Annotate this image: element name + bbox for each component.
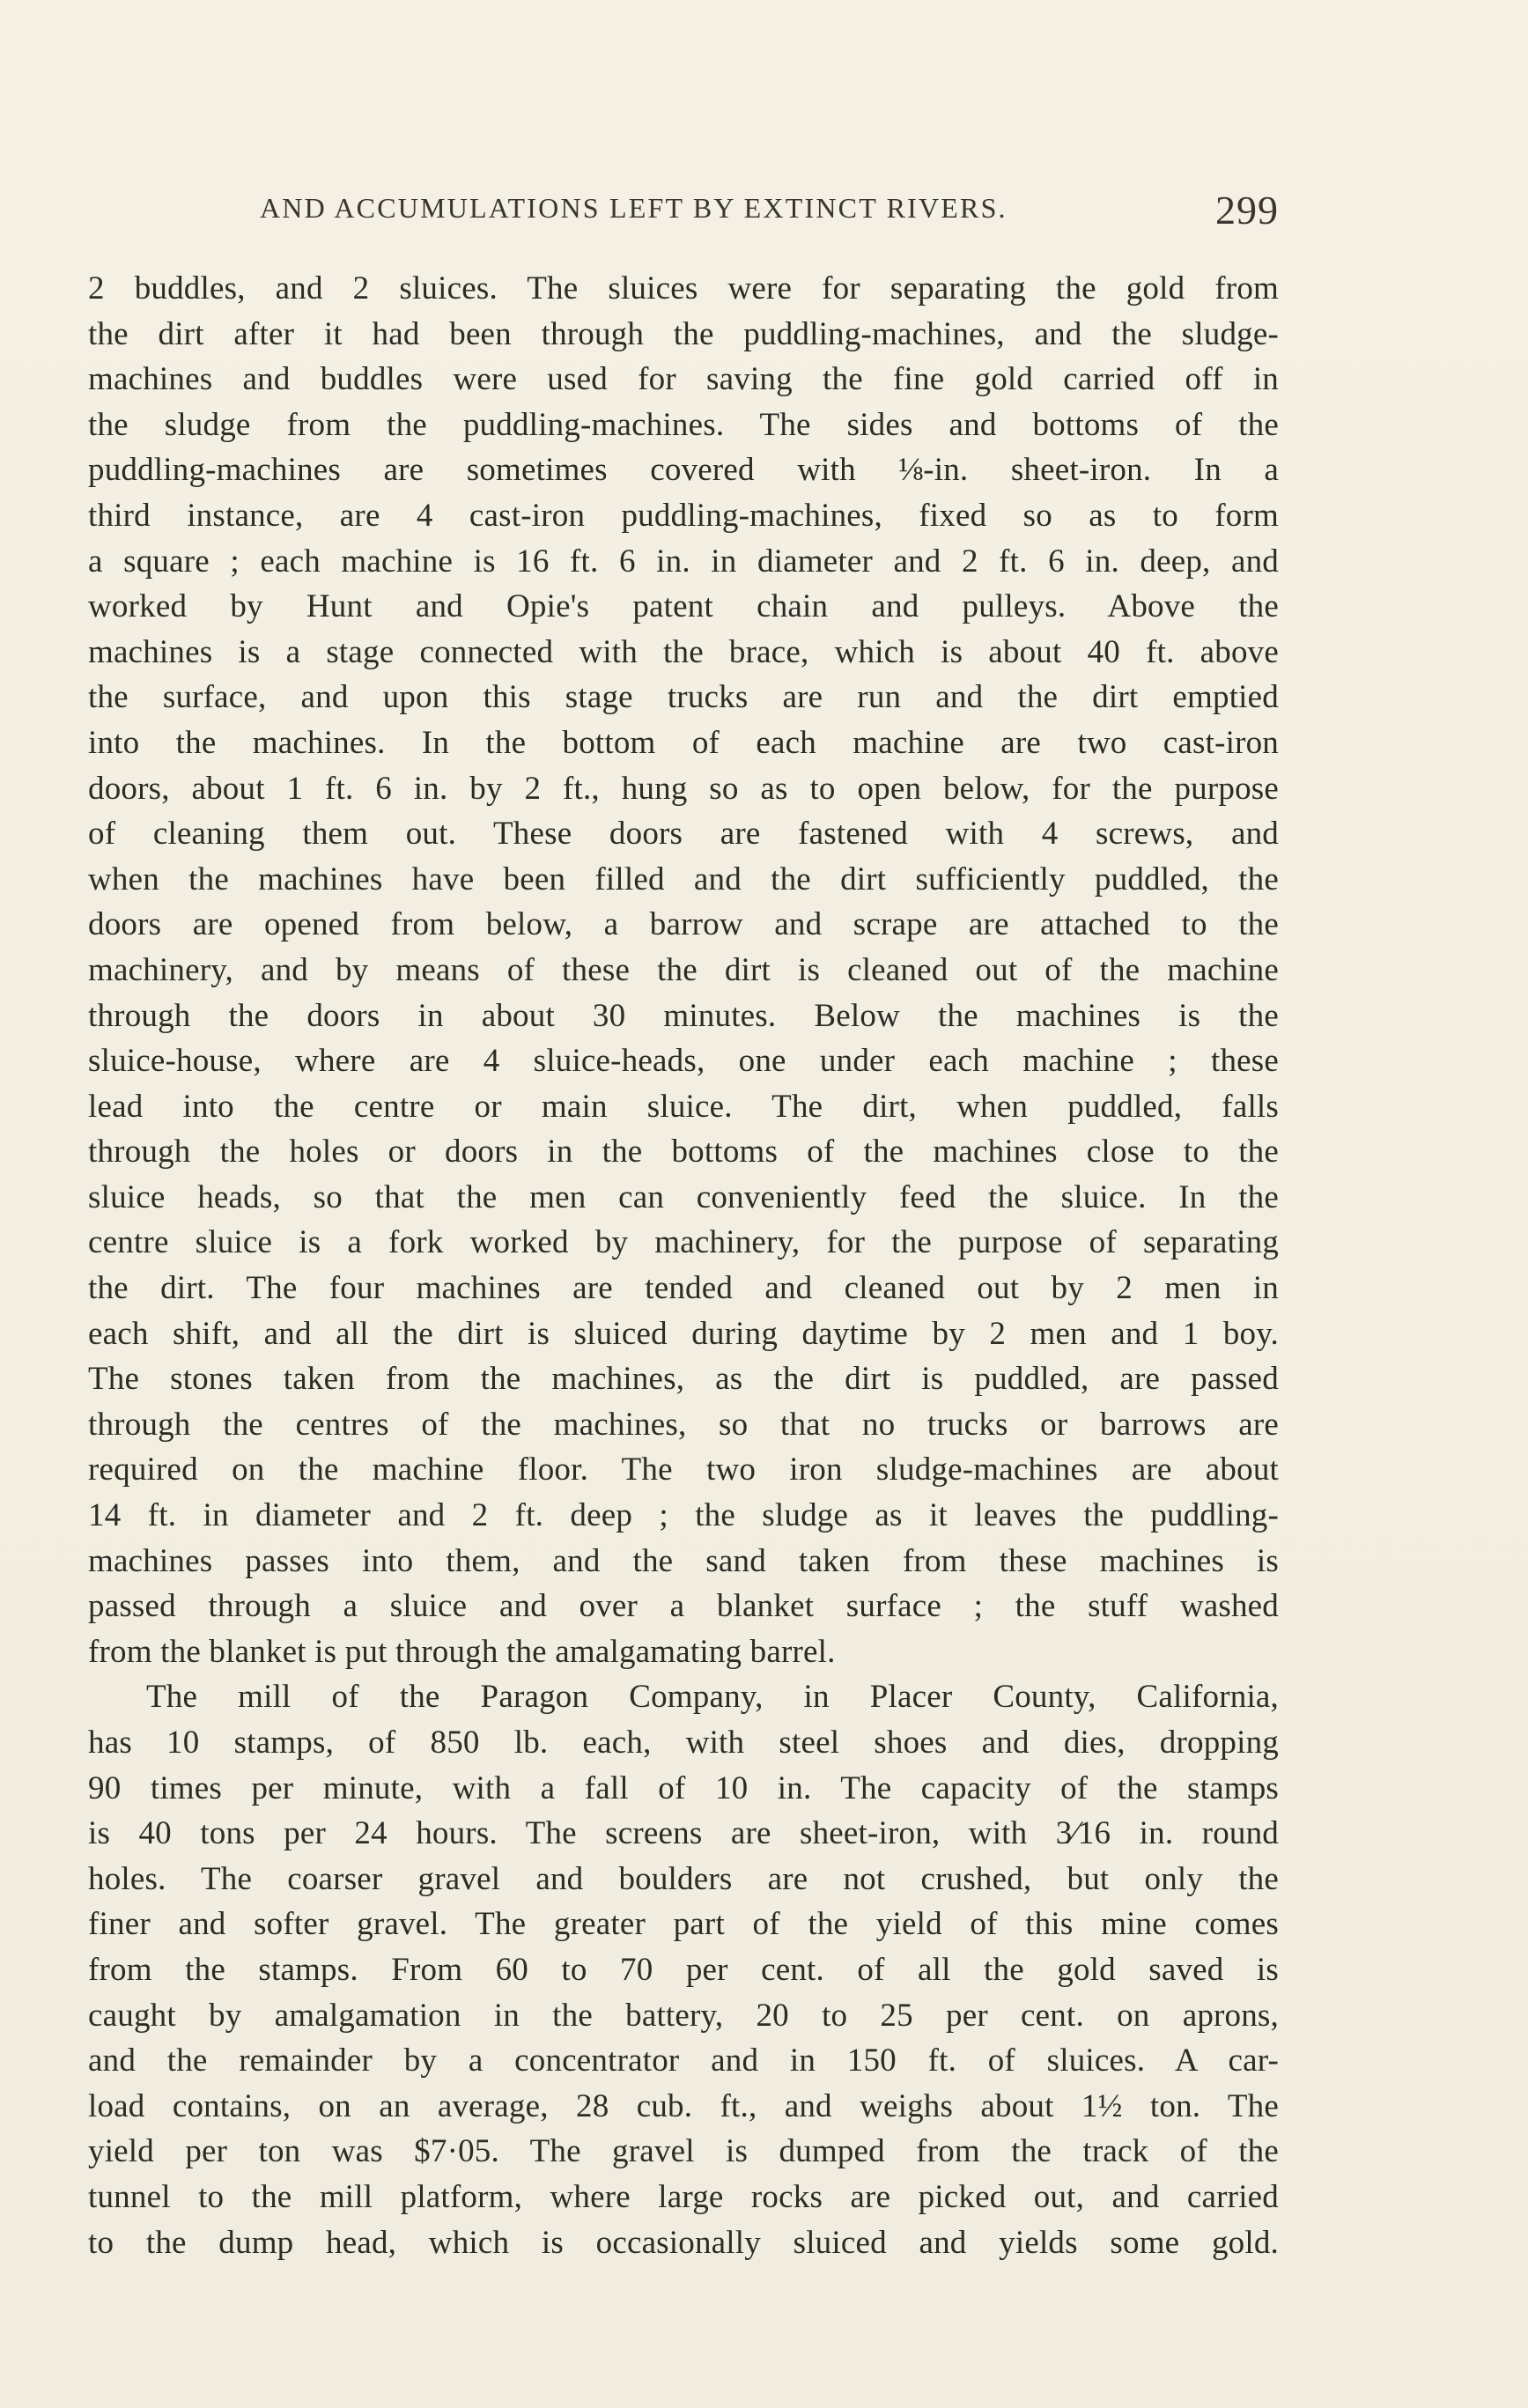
text-line: holes. The coarser gravel and boulders are not crushed, but only the bbox=[88, 1860, 1279, 1897]
text-line: through the holes or doors in the bottoms of the machines close to the bbox=[88, 1134, 1279, 1171]
text-line: yield per ton was $7·05. The gravel is dumped from the track of the bbox=[88, 2133, 1279, 2170]
text-line: when the machines have been filled and the dirt sufficiently puddled, the bbox=[88, 861, 1279, 897]
text-line: through the doors in about 30 minutes. Below the machines is the bbox=[88, 997, 1279, 1034]
text-line: doors, about 1 ft. 6 in. by 2 ft., hung so as to open below, for the purpose bbox=[88, 770, 1279, 807]
text-line: sluice-house, where are 4 sluice-heads, one under each machine ; these bbox=[88, 1043, 1279, 1080]
running-title: AND ACCUMULATIONS LEFT BY EXTINCT RIVERS. bbox=[260, 192, 1008, 224]
text-line: 2 buddles, and 2 sluices. The sluices were for separating the gold from bbox=[88, 270, 1279, 307]
page-number: 299 bbox=[1215, 188, 1279, 233]
body-text bbox=[88, 266, 1279, 2265]
text-line: 14 ft. in diameter and 2 ft. deep ; the sludge as it leaves the puddling- bbox=[88, 1497, 1279, 1534]
text-line: the surface, and upon this stage trucks are run and the dirt emptied bbox=[88, 679, 1279, 716]
text-line: the sludge from the puddling-machines. The sides and bottoms of the bbox=[88, 406, 1279, 443]
text-line: machines passes into them, and the sand taken from these machines is bbox=[88, 1542, 1279, 1579]
text-line: machines is a stage connected with the brace, which is about 40 ft. above bbox=[88, 633, 1279, 670]
text-line: from the stamps. From 60 to 70 per cent. of all the gold saved is bbox=[88, 1951, 1279, 1988]
paragraph-2 bbox=[88, 1674, 1279, 2265]
text-line: caught by amalgamation in the battery, 20 to 25 per cent. on aprons, bbox=[88, 1997, 1279, 2034]
text-line: 90 times per minute, with a fall of 10 in. The capacity of the stamps bbox=[88, 1769, 1279, 1806]
text-line: required on the machine floor. The two iron sludge-machines are about bbox=[88, 1451, 1279, 1488]
text-line: a square ; each machine is 16 ft. 6 in. in diameter and 2 ft. 6 in. deep, and bbox=[88, 543, 1279, 580]
text-line: and the remainder by a concentrator and in 150 ft. of sluices. A car- bbox=[88, 2042, 1279, 2079]
text-line: through the centres of the machines, so that no trucks or barrows are bbox=[88, 1406, 1279, 1443]
text-line: load contains, on an average, 28 cub. ft., and weighs about 1½ ton. The bbox=[88, 2087, 1279, 2124]
text-line: centre sluice is a fork worked by machinery, for the purpose of separating bbox=[88, 1224, 1279, 1261]
text-line: worked by Hunt and Opie's patent chain and pulleys. Above the bbox=[88, 588, 1279, 625]
text-line: finer and softer gravel. The greater part of the yield of this mine comes bbox=[88, 1906, 1279, 1943]
text-line: from the blanket is put through the amalgamating barrel. bbox=[88, 1633, 836, 1670]
text-line: The mill of the Paragon Company, in Placer County, California, bbox=[146, 1679, 1279, 1716]
text-line: of cleaning them out. These doors are fastened with 4 screws, and bbox=[88, 816, 1279, 853]
text-line: machines and buddles were used for saving the fine gold carried off in bbox=[88, 361, 1279, 398]
paragraph-1 bbox=[88, 266, 1279, 1674]
text-line: has 10 stamps, of 850 lb. each, with steel shoes and dies, dropping bbox=[88, 1725, 1279, 1761]
text-line: is 40 tons per 24 hours. The screens are sheet-iron, with 3⁄16 in. round bbox=[88, 1815, 1279, 1852]
text-line: doors are opened from below, a barrow and scrape are attached to the bbox=[88, 906, 1279, 943]
text-line: The stones taken from the machines, as the dirt is puddled, are passed bbox=[88, 1361, 1279, 1398]
text-line: tunnel to the mill platform, where large rocks are picked out, and carried bbox=[88, 2178, 1279, 2215]
text-line: into the machines. In the bottom of each machine are two cast-iron bbox=[88, 724, 1279, 761]
text-line: third instance, are 4 cast-iron puddling-machines, fixed so as to form bbox=[88, 497, 1279, 534]
text-line: passed through a sluice and over a blanket surface ; the stuff washed bbox=[88, 1588, 1279, 1625]
text-line: each shift, and all the dirt is sluiced during daytime by 2 men and 1 boy. bbox=[88, 1315, 1279, 1352]
running-head bbox=[88, 187, 1279, 240]
text-line: puddling-machines are sometimes covered with ⅛-in. sheet-iron. In a bbox=[88, 452, 1279, 489]
text-line: machinery, and by means of these the dirt is cleaned out of the machine bbox=[88, 951, 1279, 988]
text-line: the dirt after it had been through the puddling-machines, and the sludge- bbox=[88, 315, 1279, 352]
text-line: lead into the centre or main sluice. The dirt, when puddled, falls bbox=[88, 1088, 1279, 1125]
text-line: to the dump head, which is occasionally sluiced and yields some gold. bbox=[88, 2224, 1279, 2261]
text-line: the dirt. The four machines are tended and cleaned out by 2 men in bbox=[88, 1270, 1279, 1307]
text-line: sluice heads, so that the men can conveniently feed the sluice. In the bbox=[88, 1178, 1279, 1215]
